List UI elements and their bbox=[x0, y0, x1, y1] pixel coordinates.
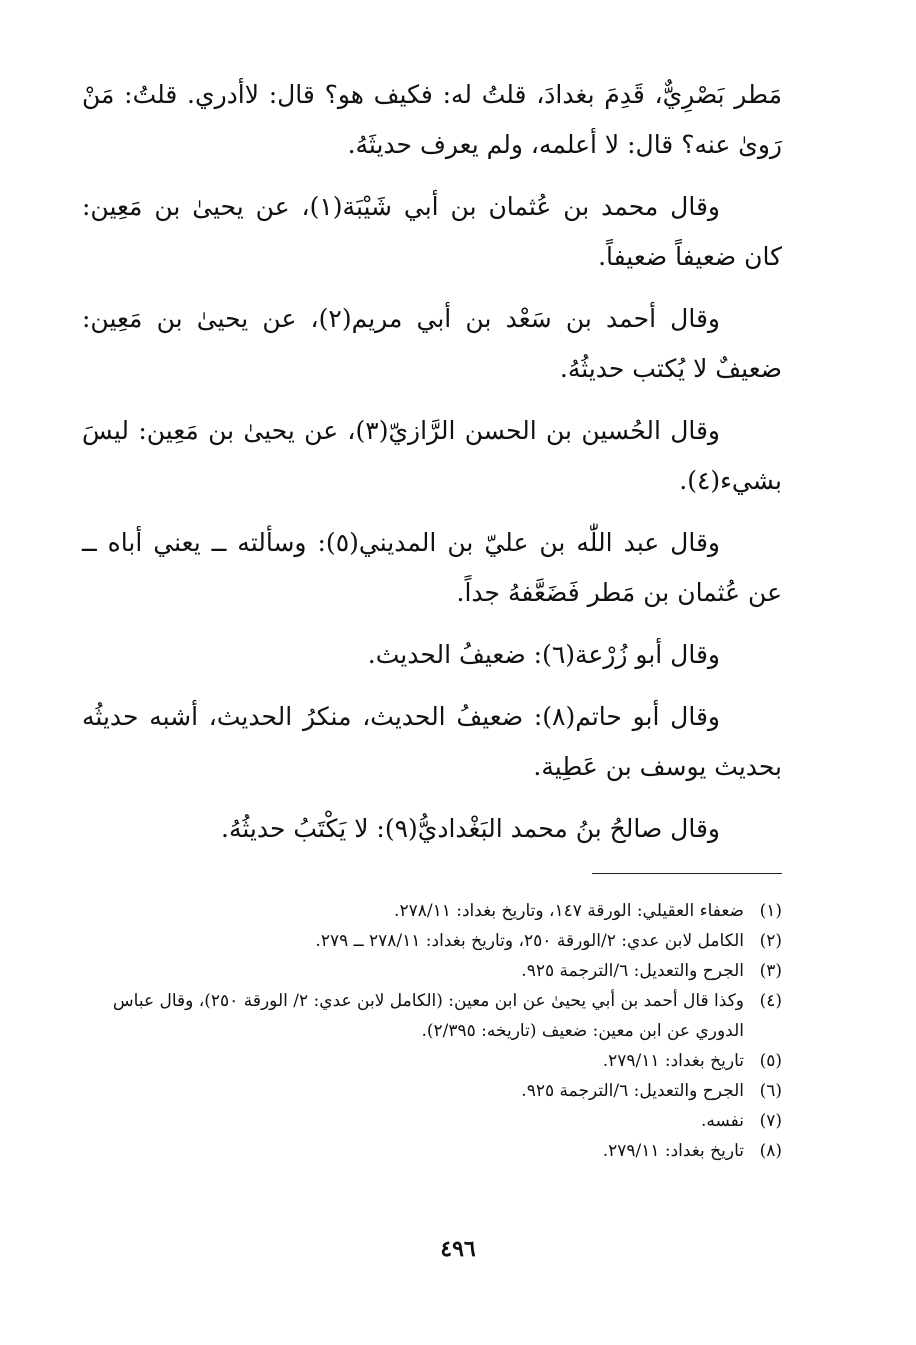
footnote-number: (٣) bbox=[759, 961, 782, 981]
footnote-number: (٨) bbox=[759, 1141, 782, 1161]
footnotes bbox=[82, 896, 782, 1166]
footnote-text: الجرح والتعديل: ٦/الترجمة ٩٢٥. bbox=[521, 961, 744, 981]
footnote bbox=[82, 926, 782, 956]
paragraph: وقال أبو زُرْعة(٦): ضعيفُ الحديث. bbox=[367, 640, 720, 669]
footnote bbox=[82, 956, 782, 986]
footnote-separator bbox=[592, 873, 782, 874]
main-text bbox=[82, 70, 782, 854]
footnote-number: (٧) bbox=[759, 1111, 782, 1131]
footnote bbox=[82, 1106, 782, 1136]
footnote-number: (٦) bbox=[759, 1081, 782, 1101]
footnote-text: تاريخ بغداد: ٢٧٩/١١. bbox=[602, 1141, 744, 1161]
paragraph: وقال أبو حاتم(٨): ضعيفُ الحديث، منكرُ الحديث، أشبه حديثُه بحديث يوسف بن عَطِية. bbox=[82, 702, 782, 781]
footnote bbox=[82, 896, 782, 926]
footnote-text: الكامل لابن عدي: ٢/الورقة ٢٥٠، وتاريخ بغداد: ٢٧٨/١١ ــ ٢٧٩. bbox=[315, 931, 744, 951]
footnote bbox=[82, 1046, 782, 1076]
footnote-text: ضعفاء العقيلي: الورقة ١٤٧، وتاريخ بغداد: ٢٧٨/١١. bbox=[394, 901, 744, 921]
footnote-number: (٥) bbox=[759, 1051, 782, 1071]
page-number: ٤٩٦ bbox=[440, 1236, 476, 1262]
footnote-number: (٤) bbox=[759, 991, 782, 1011]
footnote-text: تاريخ بغداد: ٢٧٩/١١. bbox=[602, 1051, 744, 1071]
footnote-number: (١) bbox=[759, 901, 782, 921]
footnote bbox=[82, 1076, 782, 1106]
footnote-text: وكذا قال أحمد بن أبي يحيىٰ عن ابن معين: (الكامل لابن عدي: ٢/ الورقة ٢٥٠)، وقال عباس الدوري عن ابن معين: ضعيف (تاريخه: ٢/٣٩٥). bbox=[112, 991, 744, 1041]
paragraph: وقال صالحُ بنُ محمد البَغْداديُّ(٩): لا يَكْتَبُ حديثُهُ. bbox=[221, 814, 720, 843]
paragraph: وقال محمد بن عُثمان بن أبي شَيْبَة(١)، عن يحيىٰ بن مَعِين: كان ضعيفاً ضعيفاً. bbox=[82, 192, 782, 271]
footnote bbox=[82, 1136, 782, 1166]
footnote bbox=[82, 986, 782, 1046]
paragraph: وقال أحمد بن سَعْد بن أبي مريم(٢)، عن يحيىٰ بن مَعِين: ضعيفٌ لا يُكتب حديثُهُ. bbox=[82, 304, 782, 383]
footnote-text: الجرح والتعديل: ٦/الترجمة ٩٢٥. bbox=[521, 1081, 744, 1101]
paragraph: وقال الحُسين بن الحسن الرَّازيّ(٣)، عن يحيىٰ بن مَعِين: ليسَ بشيء(٤). bbox=[82, 416, 782, 495]
footnote-text: نفسه. bbox=[700, 1111, 744, 1131]
footnote-number: (٢) bbox=[759, 931, 782, 951]
paragraph: وقال عبد اللّٰه بن عليّ بن المديني(٥): وسألته ــ يعني أباه ــ عن عُثمان بن مَطر فَضَعَّفهُ جداً. bbox=[82, 528, 782, 607]
paragraph: مَطر بَصْرِيٌّ، قَدِمَ بغدادَ، قلتُ له: فكيف هو؟ قال: لاأدري. قلتُ: مَنْ رَوىٰ عنه؟ قال: لا أعلمه، ولم يعرف حديثَهُ. bbox=[82, 80, 782, 159]
